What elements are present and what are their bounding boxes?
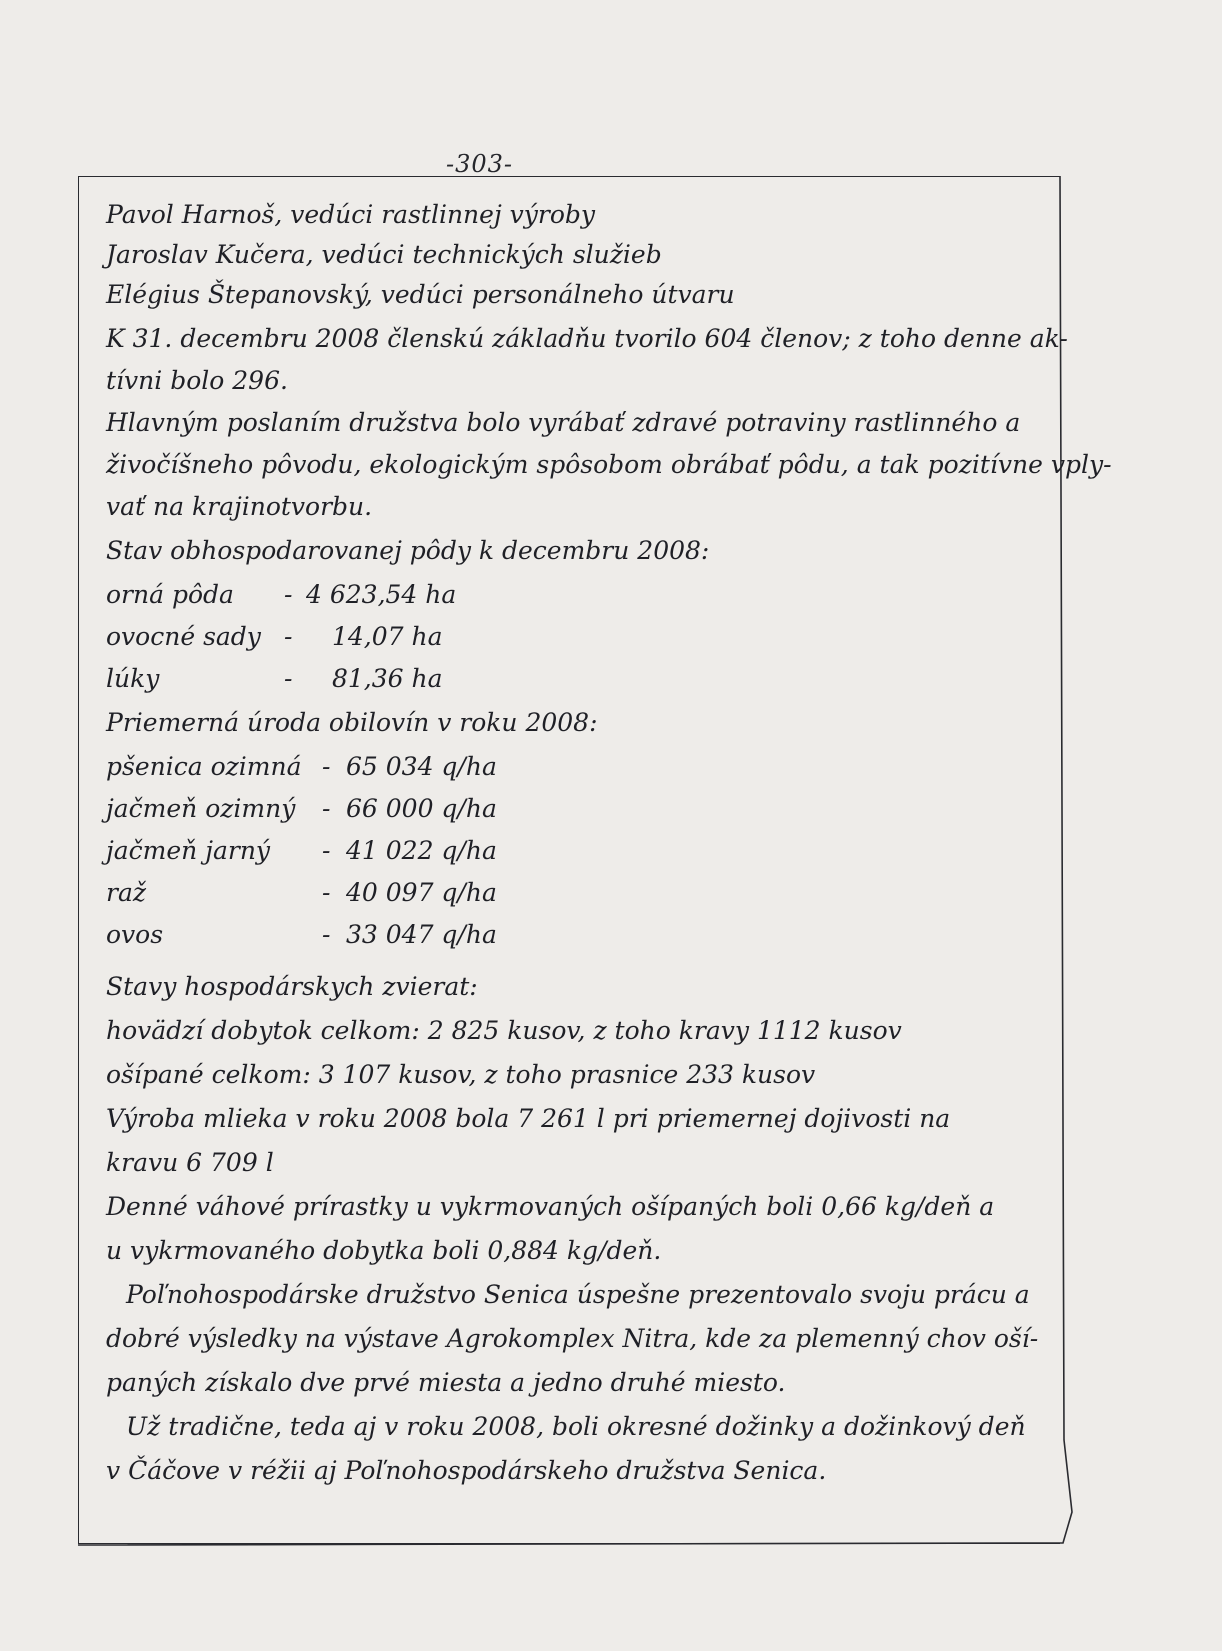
land-value: 81,36 ha (332, 664, 443, 693)
land-value: 4 623,54 ha (306, 580, 457, 609)
exhibition-line: paných získalo dve prvé miesta a jedno druhé miesto. (106, 1368, 786, 1397)
mission-line: živočíšneho pôvodu, ekologickým spôsobom obrábať pôdu, a tak pozitívne vply- (106, 450, 1112, 479)
mission-line: vať na krajinotvorbu. (106, 492, 373, 521)
yield-dash: - (322, 878, 331, 907)
tradition-line: v Čáčove v réžii aj Poľnohospodárskeho družstva Senica. (106, 1456, 827, 1485)
page-number: -303- (446, 150, 514, 178)
livestock-heading: Stavy hospodárskych zvierat: (106, 972, 478, 1001)
land-label: orná pôda (106, 580, 234, 609)
yield-dash: - (322, 836, 331, 865)
membership-line: tívni bolo 296. (106, 366, 288, 395)
land-label: ovocné sady (106, 622, 261, 651)
yield-dash: - (322, 794, 331, 823)
yield-row (106, 874, 626, 912)
yield-row (106, 832, 626, 870)
livestock-line: hovädzí dobytok celkom: 2 825 kusov, z toho kravy 1112 kusov (106, 1016, 902, 1045)
yield-label: ovos (106, 920, 164, 949)
livestock-line: u vykrmovaného dobytka boli 0,884 kg/deň. (106, 1236, 662, 1265)
yield-value: 41 022 q/ha (346, 836, 497, 865)
livestock-line: Denné váhové prírastky u vykrmovaných ošípaných boli 0,66 kg/deň a (106, 1192, 995, 1221)
land-dash: - (284, 580, 293, 609)
land-value: 14,07 ha (332, 622, 443, 651)
yield-dash: - (322, 752, 331, 781)
yield-value: 33 047 q/ha (346, 920, 497, 949)
yield-row (106, 790, 626, 828)
yield-heading: Priemerná úroda obilovín v roku 2008: (106, 708, 598, 737)
land-dash: - (284, 622, 293, 651)
staff-line: Jaroslav Kučera, vedúci technických služieb (106, 240, 662, 269)
yield-value: 65 034 q/ha (346, 752, 497, 781)
yield-label: jačmeň jarný (106, 836, 271, 865)
land-dash: - (284, 664, 293, 693)
livestock-line: kravu 6 709 l (106, 1148, 274, 1177)
yield-row (106, 748, 626, 786)
membership-line: K 31. decembru 2008 členskú základňu tvorilo 604 členov; z toho denne ak- (106, 324, 1068, 353)
yield-label: raž (106, 878, 147, 907)
mission-line: Hlavným poslaním družstva bolo vyrábať zdravé potraviny rastlinného a (106, 408, 1021, 437)
exhibition-line: Poľnohospodárske družstvo Senica úspešne prezentovalo svoju prácu a (126, 1280, 1030, 1309)
yield-value: 66 000 q/ha (346, 794, 497, 823)
land-row (106, 576, 606, 614)
yield-value: 40 097 q/ha (346, 878, 497, 907)
yield-label: jačmeň ozimný (106, 794, 296, 823)
land-heading: Stav obhospodarovanej pôdy k decembru 2008: (106, 536, 710, 565)
exhibition-line: dobré výsledky na výstave Agrokomplex Nitra, kde za plemenný chov oší- (106, 1324, 1039, 1353)
staff-line: Pavol Harnoš, vedúci rastlinnej výroby (106, 200, 596, 229)
land-row (106, 618, 606, 656)
livestock-line: Výroba mlieka v roku 2008 bola 7 261 l pri priemernej dojivosti na (106, 1104, 951, 1133)
yield-row (106, 916, 626, 954)
tradition-line: Už tradične, teda aj v roku 2008, boli okresné dožinky a dožinkový deň (126, 1412, 1026, 1441)
livestock-line: ošípané celkom: 3 107 kusov, z toho prasnice 233 kusov (106, 1060, 816, 1089)
land-row (106, 660, 606, 698)
staff-line: Elégius Štepanovský, vedúci personálneho útvaru (106, 280, 735, 309)
yield-dash: - (322, 920, 331, 949)
yield-label: pšenica ozimná (106, 752, 302, 781)
land-label: lúky (106, 664, 160, 693)
